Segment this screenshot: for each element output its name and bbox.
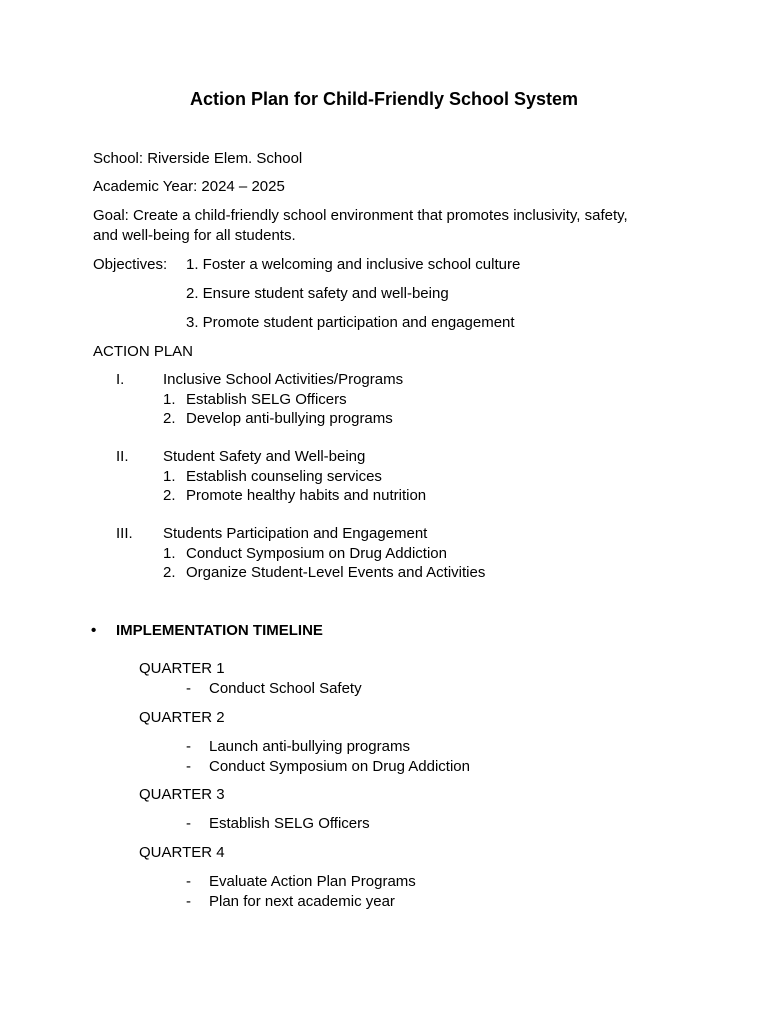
quarter-item: Conduct Symposium on Drug Addiction bbox=[209, 758, 470, 775]
section-title: Students Participation and Engagement bbox=[163, 525, 428, 542]
timeline-heading: IMPLEMENTATION TIMELINE bbox=[116, 622, 323, 639]
section-title: Inclusive School Activities/Programs bbox=[163, 371, 404, 388]
quarter-label: QUARTER 3 bbox=[139, 786, 225, 803]
section-numeral: II. bbox=[116, 448, 129, 465]
section-item-text: Conduct Symposium on Drug Addiction bbox=[186, 545, 447, 562]
section-item-number: 2. bbox=[163, 487, 176, 504]
goal-line-1: Goal: Create a child-friendly school environment that promotes inclusivity, safety, bbox=[93, 207, 628, 224]
quarter-label: QUARTER 2 bbox=[139, 709, 225, 726]
section-item-text: Establish SELG Officers bbox=[186, 391, 347, 408]
section-item-text: Establish counseling services bbox=[186, 468, 382, 485]
dash-marker: - bbox=[186, 680, 191, 697]
bullet-icon: • bbox=[91, 622, 97, 639]
dash-marker: - bbox=[186, 758, 191, 775]
quarter-label: QUARTER 4 bbox=[139, 844, 225, 861]
section-item-number: 1. bbox=[163, 468, 176, 485]
section-numeral: III. bbox=[116, 525, 133, 542]
dash-marker: - bbox=[186, 873, 191, 890]
section-numeral: I. bbox=[116, 371, 125, 388]
quarter-item: Establish SELG Officers bbox=[209, 815, 370, 832]
section-item-text: Promote healthy habits and nutrition bbox=[186, 487, 427, 504]
action-plan-heading: ACTION PLAN bbox=[93, 343, 194, 360]
section-title: Student Safety and Well-being bbox=[163, 448, 366, 465]
dash-marker: - bbox=[186, 893, 191, 910]
section-item-text: Develop anti-bullying programs bbox=[186, 410, 393, 427]
objective-item: 2. Ensure student safety and well-being bbox=[186, 285, 449, 302]
section-item-number: 1. bbox=[163, 391, 176, 408]
quarter-item: Plan for next academic year bbox=[209, 893, 395, 910]
section-item-number: 1. bbox=[163, 545, 176, 562]
section-item-number: 2. bbox=[163, 410, 176, 427]
page-title: Action Plan for Child-Friendly School System bbox=[189, 89, 579, 109]
section-item-number: 2. bbox=[163, 564, 176, 581]
section-item-text: Organize Student-Level Events and Activities bbox=[186, 564, 486, 581]
quarter-item: Launch anti-bullying programs bbox=[209, 738, 410, 755]
objective-item: 1. Foster a welcoming and inclusive school culture bbox=[186, 256, 521, 273]
goal-line-2: and well-being for all students. bbox=[93, 227, 296, 244]
academic-year-line: Academic Year: 2024 – 2025 bbox=[93, 178, 285, 195]
dash-marker: - bbox=[186, 738, 191, 755]
quarter-item: Evaluate Action Plan Programs bbox=[209, 873, 416, 890]
objective-item: 3. Promote student participation and engagement bbox=[186, 314, 515, 331]
quarter-item: Conduct School Safety bbox=[209, 680, 362, 697]
dash-marker: - bbox=[186, 815, 191, 832]
objectives-label: Objectives: bbox=[93, 256, 168, 273]
quarter-label: QUARTER 1 bbox=[139, 660, 225, 677]
school-line: School: Riverside Elem. School bbox=[93, 150, 303, 167]
